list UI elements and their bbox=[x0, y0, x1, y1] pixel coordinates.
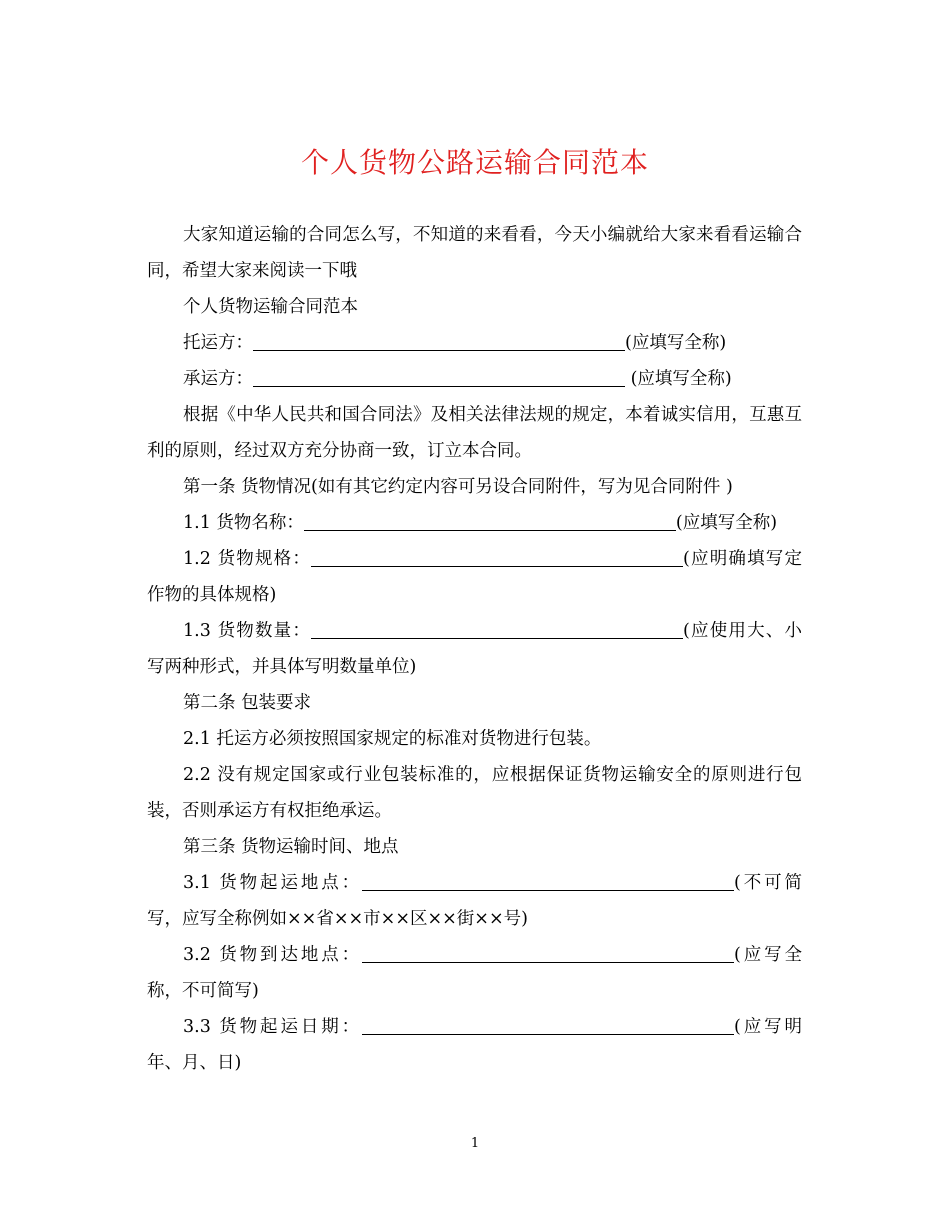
page-title: 个人货物公路运输合同范本 bbox=[300, 146, 649, 179]
item-3-3: 3.3 货物起运日期： (应写明年、月、日) bbox=[147, 1009, 802, 1081]
item-2-2: 2.2 没有规定国家或行业包装标准的，应根据保证货物运输安全的原则进行包装，否则承运方有权拒绝承运。 bbox=[147, 765, 802, 821]
goods-quantity-blank-line[interactable] bbox=[311, 616, 683, 639]
intro-paragraph: 大家知道运输的合同怎么写，不知道的来看看，今天小编就给大家来看看运输合同，希望大家来阅读一下哦 bbox=[147, 225, 802, 281]
origin-blank-line[interactable] bbox=[362, 868, 734, 891]
departure-date-blank-line[interactable] bbox=[362, 1012, 734, 1035]
item-1-3: 1.3 货物数量： (应使用大、小写两种形式，并具体写明数量单位) bbox=[147, 613, 802, 685]
subtitle-paragraph: 个人货物运输合同范本 bbox=[183, 297, 358, 317]
page-number: 1 bbox=[470, 1136, 480, 1151]
goods-spec-blank-line[interactable] bbox=[311, 544, 683, 567]
destination-blank-line[interactable] bbox=[362, 940, 734, 963]
carrier-field: 承运方： (应填写全称) bbox=[147, 361, 802, 397]
basis-paragraph: 根据《中华人民共和国合同法》及相关法律法规的规定，本着诚实信用，互惠互利的原则，经过双方充分协商一致，订立本合同。 bbox=[147, 405, 802, 461]
shipper-blank-line[interactable] bbox=[253, 328, 625, 351]
shipper-field: 托运方： (应填写全称) bbox=[147, 325, 802, 361]
article-1-heading: 第一条 货物情况(如有其它约定内容可另设合同附件，写为见合同附件 ) bbox=[183, 477, 733, 497]
item-3-2: 3.2 货物到达地点： (应写全称，不可简写) bbox=[147, 937, 802, 1009]
goods-name-blank-line[interactable] bbox=[304, 508, 676, 531]
article-3-heading: 第三条 货物运输时间、地点 bbox=[183, 837, 399, 857]
article-2-heading: 第二条 包装要求 bbox=[183, 693, 312, 713]
carrier-blank-line[interactable] bbox=[253, 364, 625, 387]
item-2-1: 2.1 托运方必须按照国家规定的标准对货物进行包装。 bbox=[183, 729, 602, 749]
item-1-2: 1.2 货物规格： (应明确填写定作物的具体规格) bbox=[147, 541, 802, 613]
item-1-1: 1.1 货物名称： (应填写全称) bbox=[147, 505, 802, 541]
item-3-1: 3.1 货物起运地点： (不可简写，应写全称例如××省××市××区××街××号) bbox=[147, 865, 802, 937]
